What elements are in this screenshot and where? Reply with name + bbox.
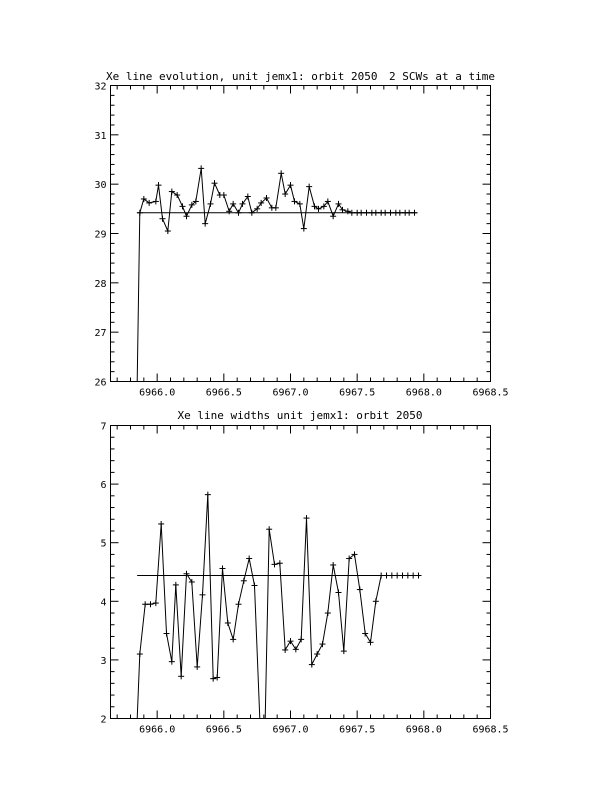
bottom-chart-x-tick-label: 6966.5 xyxy=(205,724,242,736)
bottom-chart-data-point xyxy=(148,601,154,607)
top-chart-y-tick-label: 28 xyxy=(94,278,107,290)
bottom-chart-data-point xyxy=(252,582,258,588)
top-chart-y-tick-label: 32 xyxy=(94,81,107,93)
bottom-chart-data-point xyxy=(225,620,231,626)
top-chart-data-point xyxy=(153,198,159,204)
top-chart-data-point xyxy=(336,201,342,207)
top-chart-data-point xyxy=(345,208,351,214)
bottom-chart-data-point xyxy=(282,647,288,653)
bottom-chart-y-tick-label: 5 xyxy=(100,538,107,550)
bottom-chart-data-point xyxy=(362,631,368,637)
top-chart-data-point xyxy=(137,210,143,216)
top-chart-data-point xyxy=(364,210,370,216)
bottom-chart-data-point xyxy=(236,601,242,607)
top-chart-data-point xyxy=(202,221,208,227)
bottom-chart-data-point xyxy=(378,573,384,579)
bottom-chart-panel xyxy=(100,409,508,736)
top-chart-data-point xyxy=(358,210,364,216)
bottom-chart-data-point xyxy=(246,556,252,562)
bottom-chart-data-point xyxy=(304,515,310,521)
top-chart-data-point xyxy=(382,210,388,216)
top-chart-data-point xyxy=(156,182,162,188)
bottom-chart-ticks xyxy=(111,426,491,719)
top-chart-data-point xyxy=(297,201,303,207)
bottom-chart-data-point xyxy=(373,598,379,604)
bottom-chart-x-tick-label: 6966.0 xyxy=(139,724,176,736)
bottom-chart-data-point xyxy=(200,592,206,598)
bottom-chart-x-tick-label: 6967.5 xyxy=(339,724,376,736)
top-chart-x-tick-label: 6967.0 xyxy=(272,387,309,399)
bottom-chart-data-point xyxy=(314,651,320,657)
bottom-chart-data-point xyxy=(210,676,216,682)
bottom-chart-data-point xyxy=(394,573,400,579)
top-chart-data-point xyxy=(397,210,403,216)
bottom-chart-y-tick-label: 2 xyxy=(100,714,107,726)
bottom-chart-data-point xyxy=(336,590,342,596)
bottom-chart-data-point xyxy=(320,641,326,647)
top-chart-data-point xyxy=(292,198,298,204)
top-chart-x-tick-label: 6966.5 xyxy=(205,387,242,399)
top-chart-data-point xyxy=(212,180,218,186)
bottom-chart-y-tick-label: 4 xyxy=(100,597,107,609)
bottom-chart-data-point xyxy=(416,573,422,579)
bottom-chart-data-point xyxy=(341,648,347,654)
bottom-chart-data-point xyxy=(298,636,304,642)
bottom-chart-series-line xyxy=(137,495,418,719)
top-chart-data-point xyxy=(340,207,346,213)
bottom-chart-data-point xyxy=(158,521,164,527)
bottom-chart-data-point xyxy=(230,636,236,642)
top-chart-data-point xyxy=(349,210,355,216)
bottom-chart-x-tick-labels xyxy=(139,725,508,736)
bottom-chart-data-point xyxy=(410,573,416,579)
top-chart-data-point xyxy=(208,201,214,207)
top-chart-data-point xyxy=(278,170,284,176)
bottom-chart-data-point xyxy=(293,646,299,652)
bottom-chart-data-point xyxy=(405,573,411,579)
top-chart-data-point xyxy=(169,189,175,195)
top-chart-data-point xyxy=(373,210,379,216)
top-chart-data-point xyxy=(184,213,190,219)
bottom-chart-title: Xe line widths unit jemx1: orbit 2050 xyxy=(177,409,423,422)
bottom-chart-data-point xyxy=(169,659,175,665)
top-chart-data-point xyxy=(288,182,294,188)
bottom-chart-x-tick-label: 6967.0 xyxy=(272,724,309,736)
bottom-chart-data-point xyxy=(142,601,148,607)
top-chart-data-point xyxy=(165,228,171,234)
top-chart-data-point xyxy=(221,192,227,198)
bottom-chart-data-point xyxy=(272,561,278,567)
bottom-chart-x-tick-label: 6968.0 xyxy=(405,724,442,736)
top-chart-data-point xyxy=(180,203,186,209)
bottom-chart-data-point xyxy=(178,673,184,679)
bottom-chart-data-point xyxy=(357,587,363,593)
top-chart-data-point xyxy=(282,191,288,197)
bottom-chart-data-point xyxy=(164,631,170,637)
top-chart-y-tick-labels xyxy=(94,82,106,389)
bottom-chart-data-point xyxy=(266,526,272,532)
bottom-chart-series xyxy=(137,492,422,719)
top-chart-y-tick-label: 27 xyxy=(94,328,107,340)
bottom-chart-data-point xyxy=(368,639,374,645)
bottom-chart-data-point xyxy=(384,573,390,579)
bottom-chart-data-point xyxy=(288,638,294,644)
top-chart-data-point xyxy=(198,165,204,171)
bottom-chart-y-tick-label: 7 xyxy=(100,421,107,433)
bottom-chart-data-point xyxy=(241,578,247,584)
top-chart-y-tick-label: 29 xyxy=(94,229,107,241)
top-chart-x-tick-label: 6968.5 xyxy=(472,387,509,399)
bottom-chart-data-point xyxy=(173,582,179,588)
bottom-chart-plot-frame xyxy=(111,426,491,719)
top-chart-y-tick-label: 26 xyxy=(94,377,107,389)
top-chart-data-point xyxy=(301,226,307,232)
bottom-chart-data-point xyxy=(189,579,195,585)
top-chart-x-tick-label: 6967.5 xyxy=(339,387,376,399)
top-chart-subtitle: 2 SCWs at a time xyxy=(389,70,495,83)
top-chart-x-tick-label: 6968.0 xyxy=(405,387,442,399)
bottom-chart-x-tick-label: 6968.5 xyxy=(472,724,509,736)
top-chart-data-point xyxy=(174,192,180,198)
bottom-chart-y-tick-label: 3 xyxy=(100,655,107,667)
top-chart-x-tick-labels xyxy=(139,388,508,399)
bottom-chart-data-point xyxy=(400,573,406,579)
top-chart-data-point xyxy=(160,216,166,222)
top-chart-series xyxy=(137,165,418,381)
bottom-chart-data-point xyxy=(220,565,226,571)
top-chart-data-point xyxy=(306,184,312,190)
top-chart-series-line xyxy=(137,168,414,381)
top-chart-data-point xyxy=(406,210,412,216)
top-chart-x-tick-label: 6966.0 xyxy=(139,387,176,399)
bottom-chart-y-tick-labels xyxy=(100,422,106,726)
bottom-chart-data-point xyxy=(214,674,220,680)
bottom-chart-data-point xyxy=(325,610,331,616)
bottom-chart-data-point xyxy=(277,560,283,566)
bottom-chart-data-point xyxy=(194,664,200,670)
bottom-chart-y-tick-label: 6 xyxy=(100,480,107,492)
bottom-chart-data-point xyxy=(137,651,143,657)
top-chart-panel xyxy=(94,70,508,399)
top-chart-data-point xyxy=(236,210,242,216)
bottom-chart-data-point xyxy=(330,562,336,568)
top-chart-data-point xyxy=(273,205,279,211)
bottom-chart-data-point xyxy=(309,662,315,668)
top-chart-y-tick-label: 31 xyxy=(94,130,107,142)
top-chart-y-tick-label: 30 xyxy=(94,180,107,192)
bottom-chart-data-point xyxy=(389,573,395,579)
top-chart-data-point xyxy=(330,213,336,219)
bottom-chart-data-point xyxy=(153,600,159,606)
top-chart-data-point xyxy=(230,201,236,207)
top-chart-title: Xe line evolution, unit jemx1: orbit 2050 xyxy=(106,70,378,83)
top-chart-data-point xyxy=(412,210,418,216)
bottom-chart-data-point xyxy=(205,492,211,498)
top-chart-data-point xyxy=(388,210,394,216)
top-chart-data-point xyxy=(226,208,232,214)
